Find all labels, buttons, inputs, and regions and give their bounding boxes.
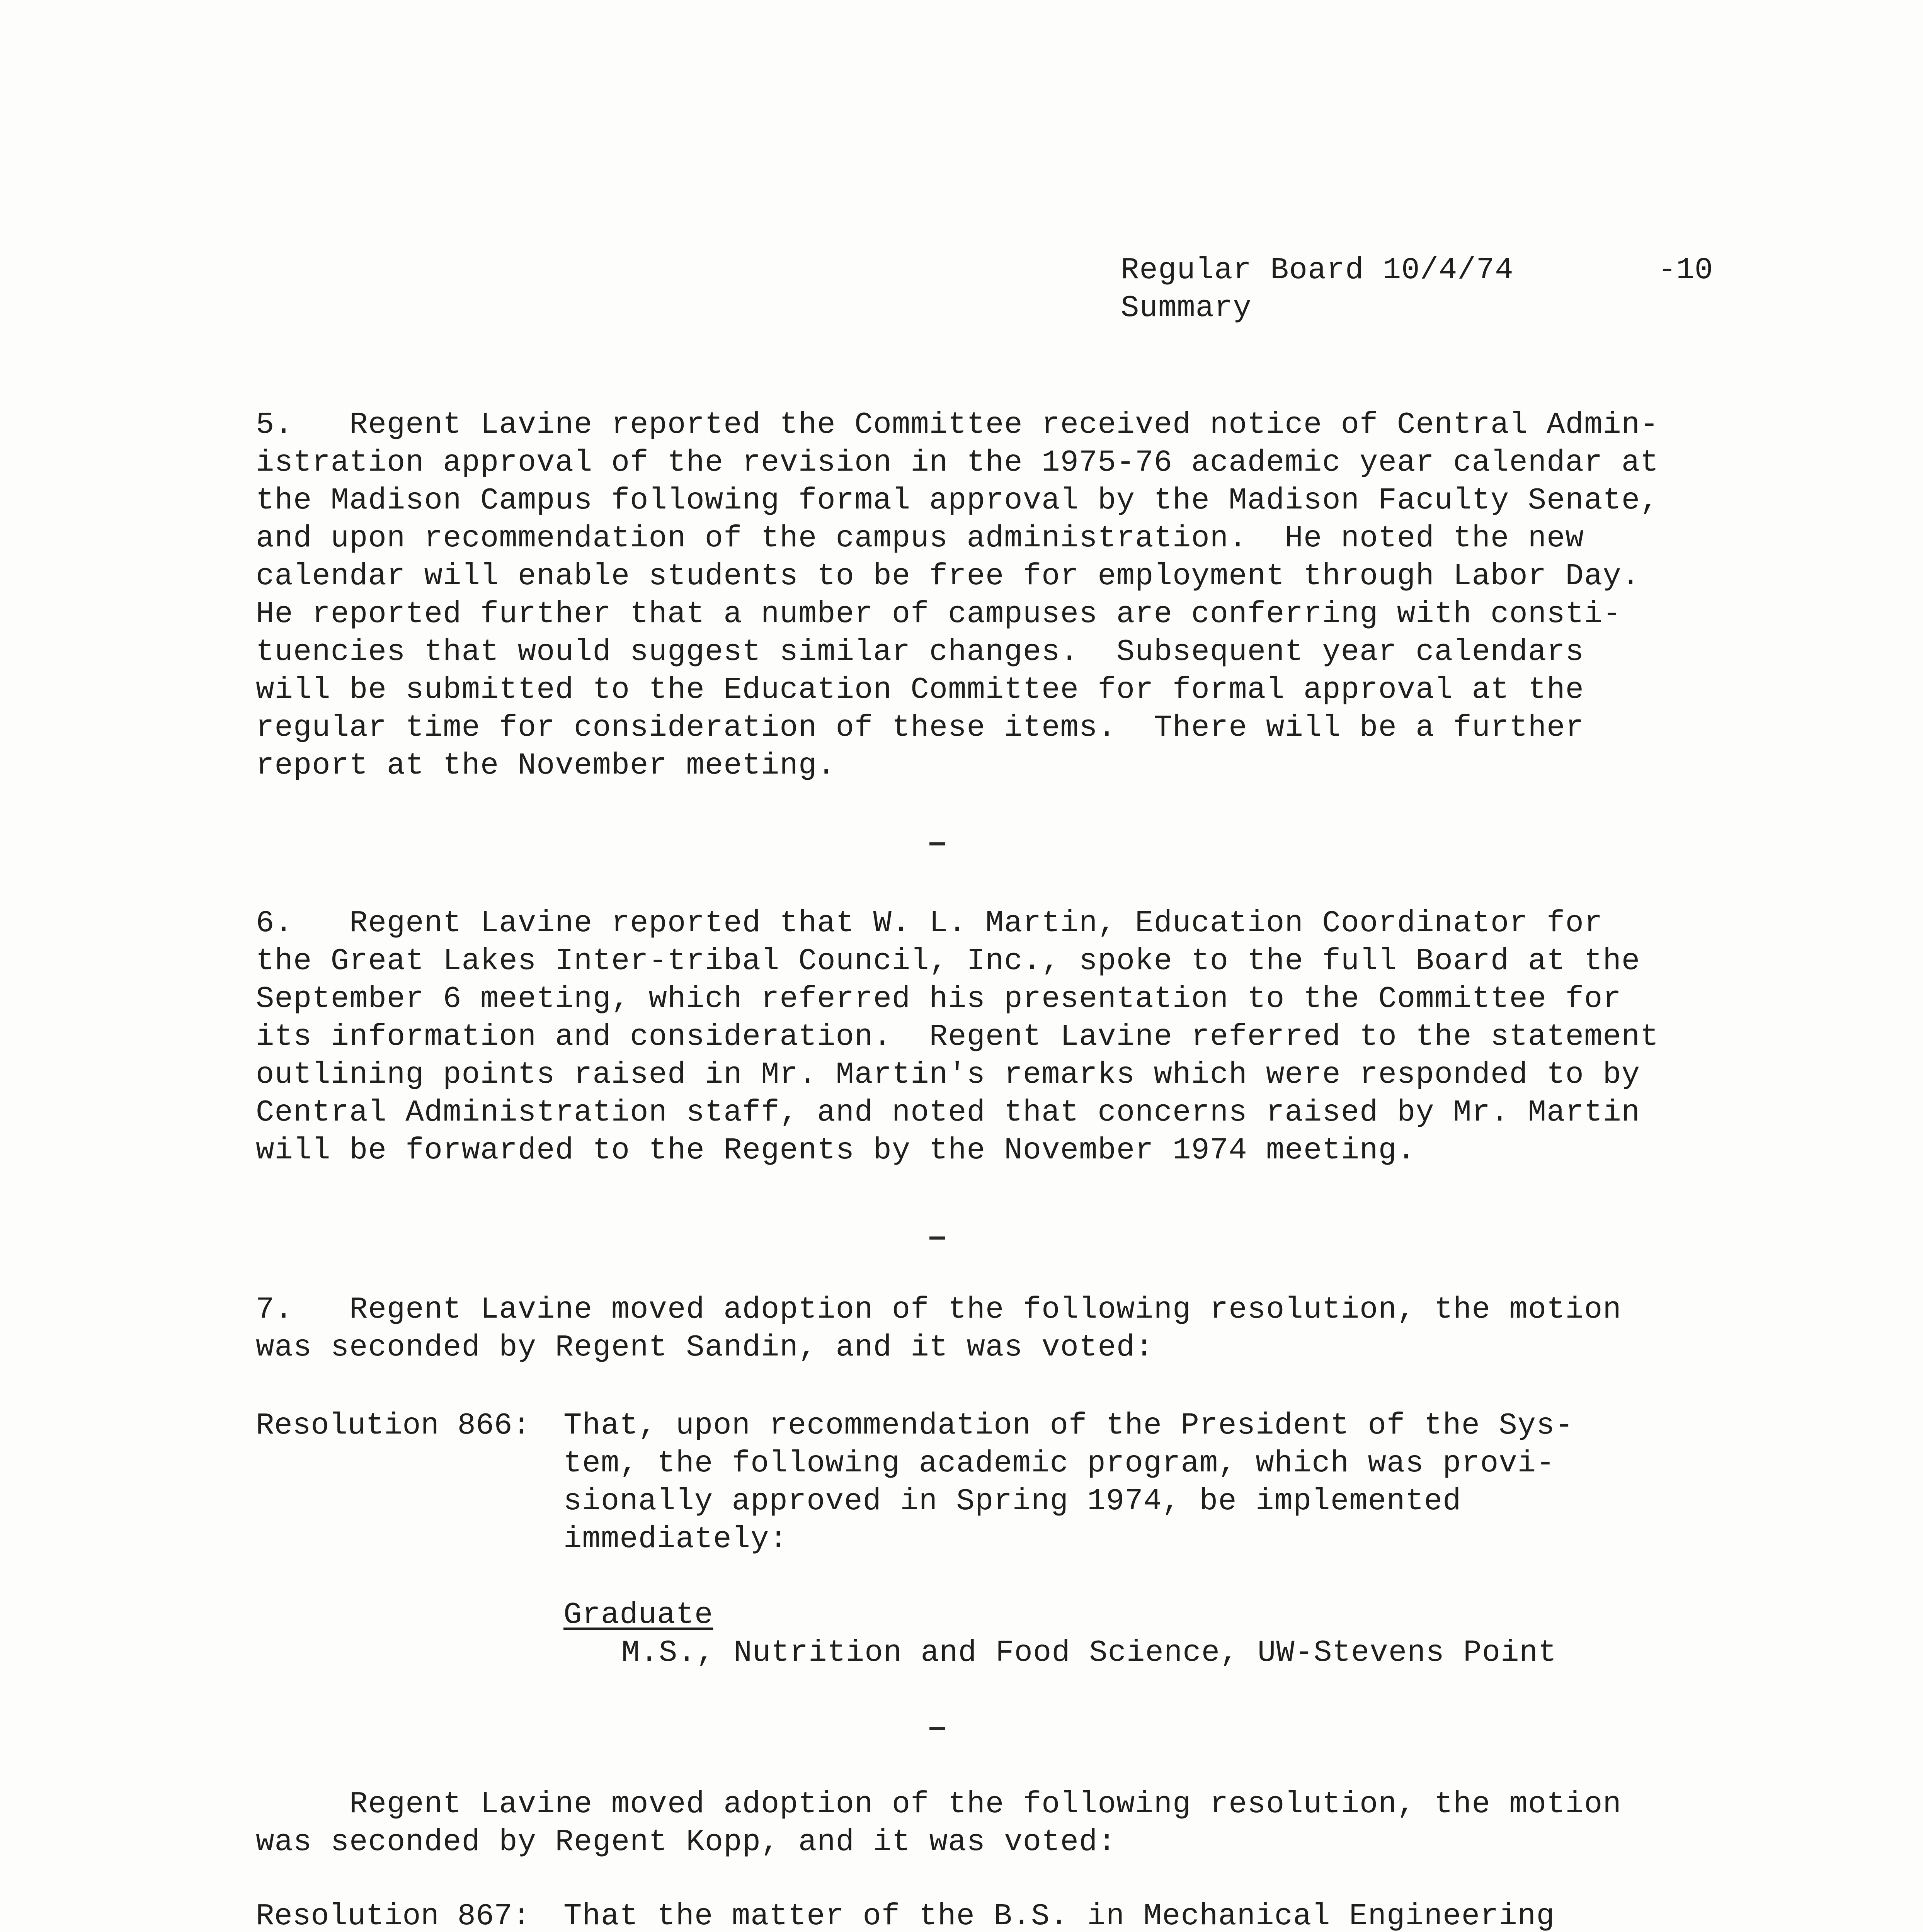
paragraph-line: and upon recommendation of the campus administration. He noted the new <box>256 521 1584 556</box>
paragraph-line: istration approval of the revision in the 1975-76 academic year calendar at <box>256 445 1659 480</box>
program-heading: Graduate <box>563 1597 713 1632</box>
paragraph-line: the Madison Campus following formal approval by the Madison Faculty Senate, <box>256 483 1659 518</box>
program-list <box>563 1596 1723 1672</box>
paragraph-line: the Great Lakes Inter-tribal Council, Inc., spoke to the full Board at the <box>256 944 1641 978</box>
paragraph-line: Regent Lavine moved adoption of the following resolution, the motion <box>256 1787 1622 1821</box>
resolution-line: That the matter of the B.S. in Mechanical Engineering <box>563 1899 1555 1932</box>
resolution-866-text <box>563 1406 1723 1558</box>
paragraph-line: He reported further that a number of campuses are conferring with consti- <box>256 597 1622 631</box>
section-separator <box>929 1727 945 1730</box>
paragraph-item-5 <box>256 406 1709 784</box>
paragraph-line: will be submitted to the Education Committee for formal approval at the <box>256 672 1584 707</box>
paragraph-item-8 <box>256 1785 1709 1861</box>
paragraph-line: calendar will enable students to be free for employment through Labor Day. <box>256 559 1641 594</box>
paragraph-line: tuencies that would suggest similar changes. Subsequent year calendars <box>256 634 1584 669</box>
header-subtitle: Summary <box>1121 291 1252 325</box>
resolution-867-text <box>563 1897 1723 1932</box>
resolution-line: That, upon recommendation of the President of the Sys- <box>563 1408 1574 1443</box>
program-item: M.S., Nutrition and Food Science, UW-Stevens Point <box>621 1635 1557 1670</box>
paragraph-line: regular time for consideration of these items. There will be a further <box>256 710 1584 745</box>
paragraph-line: was seconded by Regent Kopp, and it was voted: <box>256 1825 1116 1859</box>
resolution-line: sionally approved in Spring 1974, be implemented <box>563 1484 1462 1519</box>
paragraph-line: Central Administration staff, and noted that concerns raised by Mr. Martin <box>256 1095 1641 1130</box>
resolution-867-label: Resolution 867: <box>256 1899 531 1932</box>
paragraph-line: 6. Regent Lavine reported that W. L. Martin, Education Coordinator for <box>256 906 1603 940</box>
paragraph-line: its information and consideration. Regent Lavine referred to the statement <box>256 1019 1659 1054</box>
resolution-866-label: Resolution 866: <box>256 1408 531 1443</box>
paragraph-line: report at the November meeting. <box>256 748 836 783</box>
section-separator <box>929 842 945 845</box>
paragraph-line: was seconded by Regent Sandin, and it was voted: <box>256 1330 1154 1365</box>
resolution-line: immediately: <box>563 1522 788 1556</box>
paragraph-item-7 <box>256 1291 1709 1366</box>
paragraph-line: outlining points raised in Mr. Martin's remarks which were responded to by <box>256 1057 1641 1092</box>
section-separator <box>929 1236 945 1240</box>
paragraph-line: September 6 meeting, which referred his presentation to the Committee for <box>256 981 1622 1016</box>
paragraph-line: will be forwarded to the Regents by the November 1974 meeting. <box>256 1133 1416 1168</box>
paragraph-item-6 <box>256 904 1709 1169</box>
paragraph-line: 7. Regent Lavine moved adoption of the following resolution, the motion <box>256 1292 1622 1327</box>
resolution-line: tem, the following academic program, which was provi- <box>563 1446 1555 1481</box>
header-page-ref: -10 <box>1658 253 1713 287</box>
paragraph-line: 5. Regent Lavine reported the Committee received notice of Central Admin- <box>256 407 1659 442</box>
header-title: Regular Board 10/4/74 <box>1121 253 1514 287</box>
